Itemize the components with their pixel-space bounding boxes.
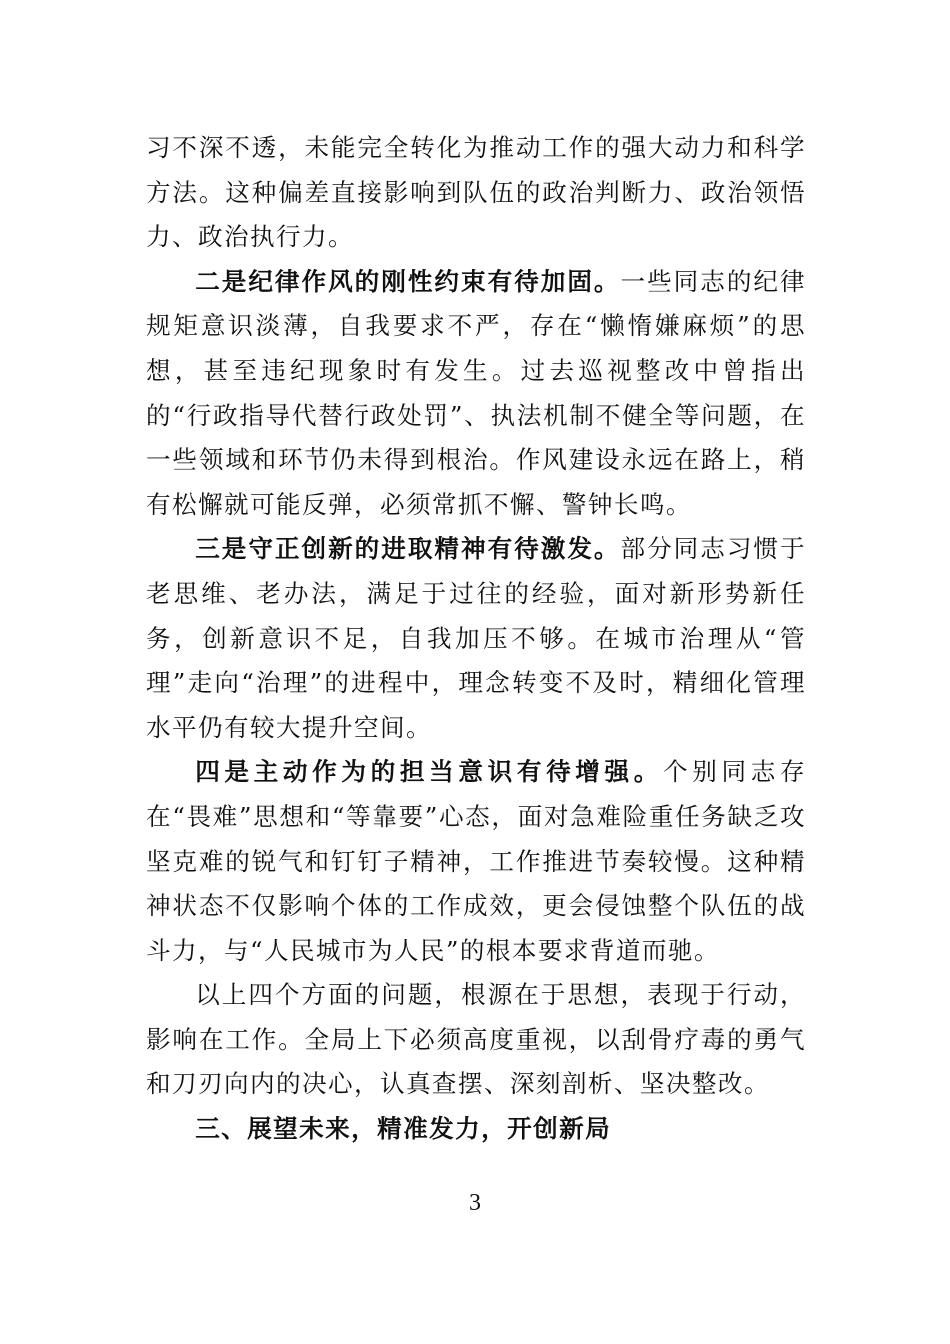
paragraph-text: 习不深不透，未能完全转化为推动工作的强大动力和科学方法。这种偏差直接影响到队伍的政治判断力、政治领悟力、政治执行力。	[146, 133, 806, 252]
paragraph-continuation	[146, 126, 806, 260]
paragraph-text: 一些同志的纪律规矩意识淡薄，自我要求不严，存在“懒惰嫌麻烦”的思想，甚至违纪现象时有发生。过去巡视整改中曾指出的“行政指导代替行政处罚”、执法机制不健全等问题，在一些领域和环节仍未得到根治。作风建设永远在路上，稍有松懈就可能反弹，必须常抓不懈、警钟长鸣。	[146, 266, 806, 519]
paragraph-lead-bold: 四是主动作为的担当意识有待增强。	[195, 757, 664, 787]
paragraph-text: 部分同志习惯于老思维、老办法，满足于过往的经验，面对新形势新任务，创新意识不足，自我加压不够。在城市治理从“管理”走向“治理”的进程中，理念转变不及时，精细化管理水平仍有较大提升空间。	[146, 534, 806, 742]
paragraph-responsibility	[146, 750, 806, 973]
paragraph-discipline	[146, 260, 806, 528]
document-body	[146, 126, 806, 1152]
section-heading: 三、展望未来，精准发力，开创新局	[195, 1114, 612, 1144]
page-number: 3	[469, 1190, 481, 1216]
paragraph-text: 个别同志存在“畏难”思想和“等靠要”心态，面对急难险重任务缺乏攻坚克难的锐气和钉钉子精神，工作推进节奏较慢。这种精神状态不仅影响个体的工作成效，更会侵蚀整个队伍的战斗力，与“人民城市为人民”的根本要求背道而驰。	[146, 757, 806, 965]
paragraph-text: 以上四个方面的问题，根源在于思想，表现于行动，影响在工作。全局上下必须高度重视，以刮骨疗毒的勇气和刀刃向内的决心，认真查摆、深刻剖析、坚决整改。	[146, 980, 806, 1099]
paragraph-lead-bold: 三是守正创新的进取精神有待激发。	[195, 534, 621, 564]
paragraph-innovation	[146, 527, 806, 750]
paragraph-lead-bold: 二是纪律作风的刚性约束有待加固。	[195, 266, 621, 296]
paragraph-summary	[146, 973, 806, 1107]
